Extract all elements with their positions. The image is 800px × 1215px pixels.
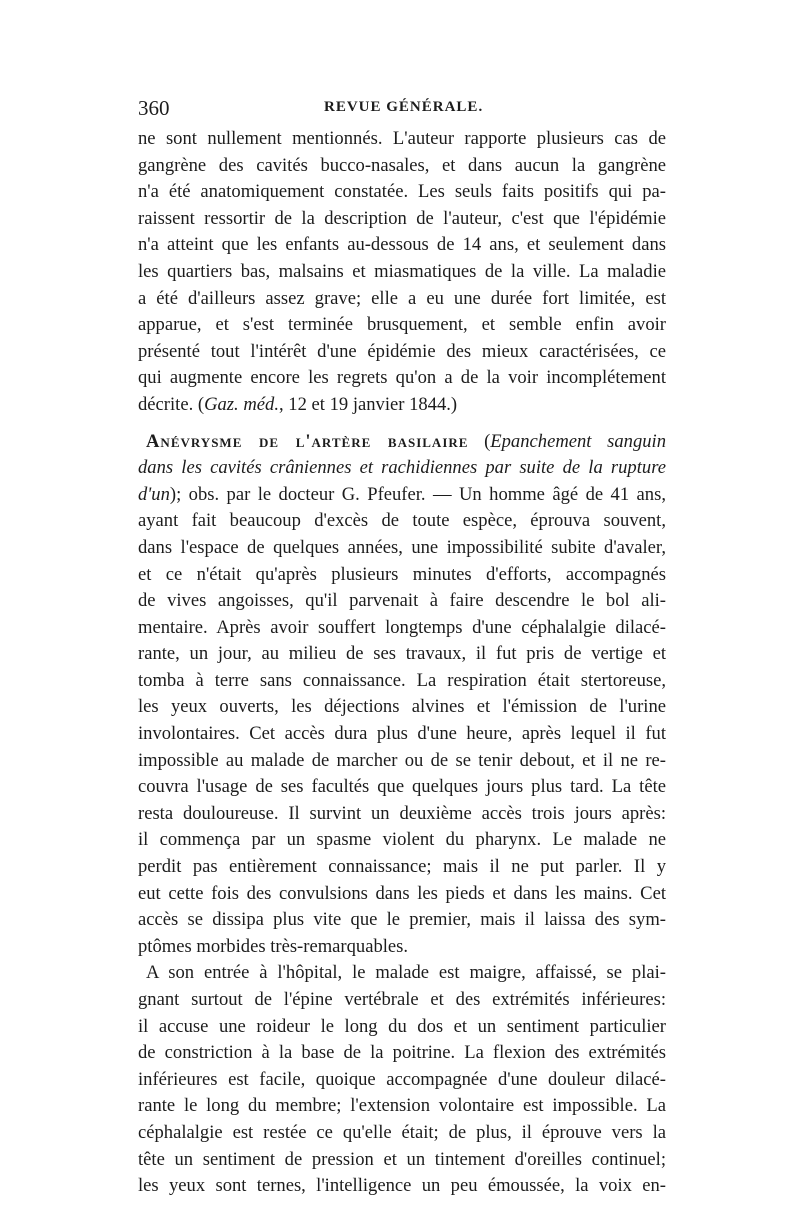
subtitle-line bbox=[138, 455, 666, 482]
text-line: A son entrée à l'hôpital, le malade est maigre, affaissé, se plai- bbox=[146, 962, 666, 984]
text-line: céphalalgie est restée ce qu'elle était; de plus, il éprouve vers la bbox=[138, 1121, 666, 1143]
citation-line bbox=[138, 392, 666, 419]
text-line: ayant fait beaucoup d'excès de toute espèce, éprouva souvent, bbox=[138, 510, 666, 532]
text-line: les yeux sont ternes, l'intelligence un peu émoussée, la voix en- bbox=[138, 1175, 666, 1197]
text-line: les yeux ouverts, les déjections alvines et l'émission de l'urine bbox=[138, 696, 666, 718]
text-line: mentaire. Après avoir souffert longtemps d'une céphalalgie dilacé- bbox=[138, 616, 666, 638]
journal-title: Gaz. méd. bbox=[204, 393, 279, 415]
text-line: rante, un jour, au milieu de ses travaux, il fut pris de vertige et bbox=[138, 643, 666, 665]
text-line: ne sont nullement mentionnés. L'auteur rapporte plusieurs cas de bbox=[138, 128, 666, 149]
text-line: de vives angoisses, qu'il parvenait à faire descendre le bol ali- bbox=[138, 590, 666, 612]
text-line: gnant surtout de l'épine vertébrale et des extrémités inférieures: bbox=[138, 989, 666, 1010]
text-line: involontaires. Cet accès dura plus d'une heure, après lequel il fut bbox=[138, 723, 666, 745]
text-line: n'a été anatomiquement constatée. Les seuls faits positifs qui pa- bbox=[138, 181, 666, 203]
text-line: il commença par un spasme violent du pharynx. Le malade ne bbox=[138, 829, 666, 851]
page-header bbox=[138, 96, 666, 126]
open-paren: ( bbox=[468, 430, 491, 452]
book-page bbox=[138, 96, 666, 1200]
text-line: inférieures est facile, quoique accompagnée d'une douleur dilacé- bbox=[138, 1068, 666, 1090]
citation-date: , 12 et 19 janvier 1844.) bbox=[278, 393, 458, 415]
page-number: 360 bbox=[138, 96, 170, 120]
text-line: il accuse une roideur le long du dos et un sentiment particulier bbox=[138, 1015, 666, 1037]
text-line: présenté tout l'intérêt d'une épidémie des mieux caractérisées, ce bbox=[138, 340, 666, 362]
text-line: a été d'ailleurs assez grave; elle a eu une durée fort limitée, est bbox=[138, 287, 666, 309]
text-line: ptômes morbides très-remarquables. bbox=[138, 935, 409, 957]
text-line: de constriction à la base de la poitrine. La flexion des extrémités bbox=[138, 1042, 666, 1064]
text-line: dans l'espace de quelques années, une impossibilité subite d'avaler, bbox=[138, 536, 666, 558]
text-line: resta douloureuse. Il survint un deuxième accès trois jours après: bbox=[138, 802, 666, 824]
text-line: apparue, et s'est terminée brusquement, et semble enfin avoir bbox=[138, 314, 666, 336]
paragraph-aneurysm bbox=[138, 429, 666, 961]
text-line: n'a atteint que les enfants au-dessous de 14 ans, et seulement dans bbox=[138, 234, 666, 256]
text-line: rante le long du membre; l'extension volontaire est impossible. La bbox=[138, 1095, 666, 1117]
citation-prefix: décrite. ( bbox=[138, 393, 205, 415]
running-head: REVUE GÉNÉRALE. bbox=[324, 99, 484, 115]
text-line: gangrène des cavités bucco-nasales, et dans aucun la gangrène bbox=[138, 154, 666, 176]
text-line: perdit pas entièrement connaissance; mais il ne put parler. Il y bbox=[138, 856, 666, 878]
paragraph-hospital bbox=[138, 960, 666, 1199]
subtitle-italic: dans les cavités crâniennes et rachidiennes par suite de la rupture bbox=[138, 457, 666, 479]
paragraph-gangrene bbox=[138, 126, 666, 419]
text-line bbox=[138, 482, 666, 509]
subtitle-italic: Epanchement sanguin bbox=[490, 430, 667, 452]
text-line: eut cette fois des convulsions dans les pieds et dans les mains. Cet bbox=[138, 882, 666, 904]
text-line: accès se dissipa plus vite que le premier, mais il laissa des sym- bbox=[138, 909, 666, 931]
text-line: couvra l'usage de ses facultés que quelques jours plus tard. La tête bbox=[138, 776, 666, 798]
subtitle-italic: d'un bbox=[138, 483, 170, 505]
section-title: Anévrysme de l'artère basilaire bbox=[146, 430, 469, 452]
text-line: qui augmente encore les regrets qu'on a de la voir incomplétement bbox=[138, 367, 666, 389]
text-line: tête un sentiment de pression et un tintement d'oreilles continuel; bbox=[138, 1148, 666, 1170]
text-line: impossible au malade de marcher ou de se tenir debout, et il ne re- bbox=[138, 749, 666, 771]
text-line: les quartiers bas, malsains et miasmatiques de la ville. La maladie bbox=[138, 260, 666, 282]
text-line: et ce n'était qu'après plusieurs minutes d'efforts, accompagnés bbox=[138, 563, 666, 585]
section-title-line bbox=[138, 429, 666, 456]
text-line: tomba à terre sans connaissance. La respiration était stertoreuse, bbox=[138, 669, 666, 691]
author-attribution: ); obs. par le docteur G. Pfeufer. — Un homme âgé de 41 ans, bbox=[169, 483, 666, 505]
text-line: raissent ressortir de la description de l'auteur, c'est que l'épidémie bbox=[138, 207, 666, 229]
